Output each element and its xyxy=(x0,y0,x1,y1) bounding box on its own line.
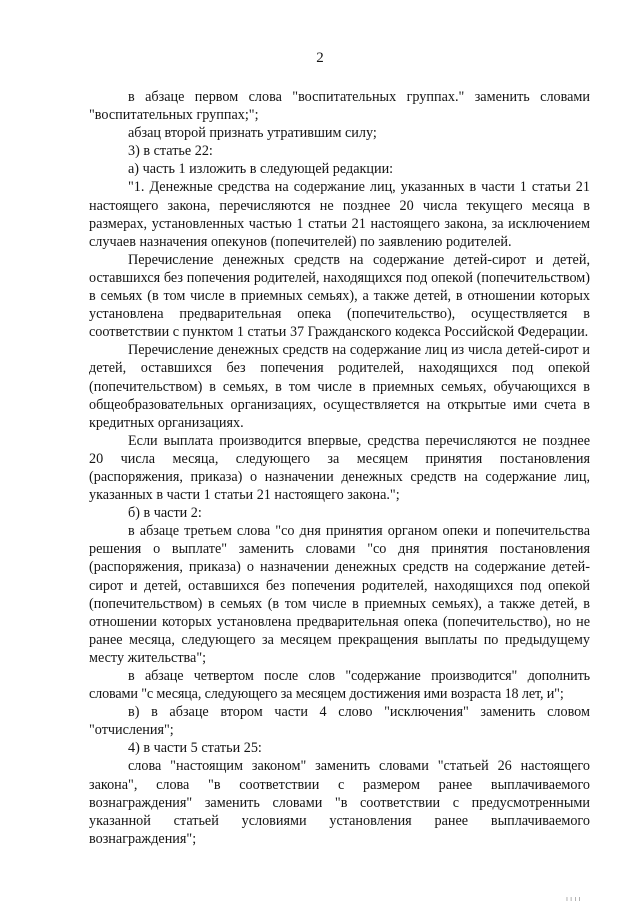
page-number: 2 xyxy=(316,50,324,66)
document-body xyxy=(89,88,590,848)
paragraph: Если выплата производится впервые, средства перечисляются не позднее 20 числа месяца, следующего за месяцем принятия постановления (распоряжения, приказа) о назначении денежных средств на содержание лиц, указанных в части 1 статьи 21 настоящего закона."; xyxy=(89,432,590,504)
paragraph: а) часть 1 изложить в следующей редакции: xyxy=(128,161,394,178)
paragraph: "1. Денежные средства на содержание лиц, указанных в части 1 статьи 21 настоящего закона, перечисляются не позднее 20 числа текущего месяца в размерах, установленных частью 1 статьи 21 настоящего закона, за исключением случаев назначения опекунов (попечителей) по заявлению родителей. xyxy=(89,179,590,250)
paragraph: 4) в части 5 статьи 25: xyxy=(128,740,262,757)
paragraph: б) в части 2: xyxy=(128,505,202,522)
paragraph: Перечисление денежных средств на содержание детей-сирот и детей, оставшихся без попечения родителей, находящихся под опекой (попечительством) в семьях (в том числе в приемных семьях), а также детей, в отношении которых установлена предварительная опека (попечительство), осуществляется в соответствии с пунктом 1 статьи 37 Гражданского кодекса Российской Федерации. xyxy=(89,251,590,341)
paragraph: абзац второй признать утратившим силу; xyxy=(128,125,377,142)
paragraph: слова "настоящим законом" заменить словами "статьей 26 настоящего закона", слова "в соответствии с размером ранее выплачиваемого вознаграждения" заменить словами "в соответствии с предусмотренными указанной статьей условиями установления ранее выплачиваемого вознаграждения"; xyxy=(89,758,590,847)
footer-marks: ı ı ı ı xyxy=(566,895,581,903)
paragraph: в абзаце первом слова "воспитательных группах." заменить словами "воспитательных группах;"; xyxy=(89,89,590,124)
paragraph: в) в абзаце втором части 4 слово "исключения" заменить словом "отчисления"; xyxy=(89,704,590,739)
paragraph: в абзаце четвертом после слов "содержание производится" дополнить словами "с месяца, следующего за месяцем достижения ими возраста 18 лет, и"; xyxy=(89,668,590,703)
paragraph: в абзаце третьем слова "со дня принятия органом опеки и попечительства решения о выплате" заменить словами "со дня принятия постановления (распоряжения, приказа) о назначении денежных средств на содержание детей-сирот и детей, оставшихся без попечения родителей, находящихся под опекой (попечительством) в семьях (в том числе в приемных семьях), а также детей, в отношении которых установлена предварительная опека (попечительство), но не ранее месяца, следующего за месяцем прекращения выплаты по предыдущему месту жительства"; xyxy=(89,523,590,666)
paragraph: 3) в статье 22: xyxy=(128,143,213,160)
paragraph: Перечисление денежных средств на содержание лиц из числа детей-сирот и детей, оставшихся без попечения родителей, находящихся под опекой (попечительством) в семьях, в том числе в приемных семьях, обучающихся в общеобразовательных организациях, осуществляется на открытые ими счета в кредитных организациях. xyxy=(89,342,590,431)
